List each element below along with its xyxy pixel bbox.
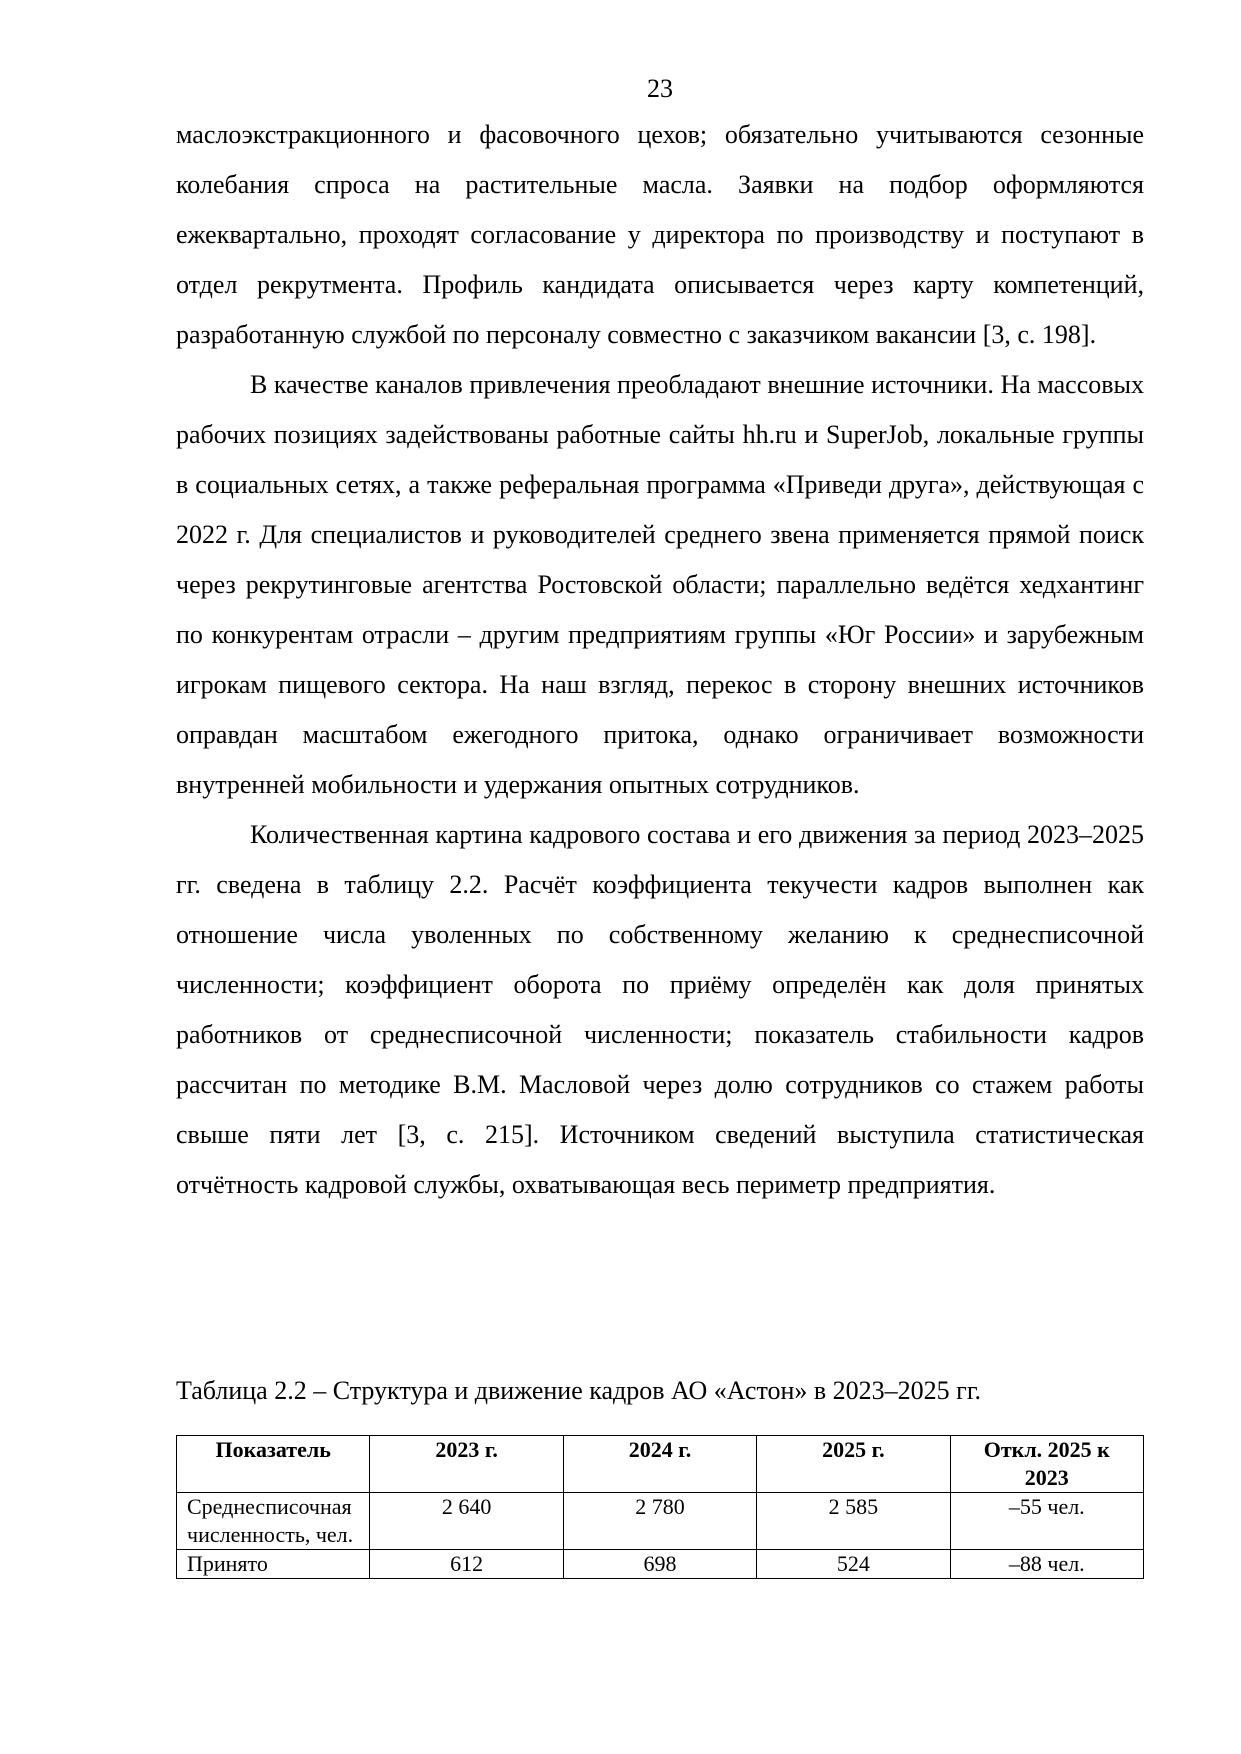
cell-deviation: –88 чел. <box>950 1550 1143 1579</box>
cell-2023: 2 640 <box>370 1493 563 1550</box>
table-header-row <box>177 1436 1144 1493</box>
cell-2024: 698 <box>563 1550 756 1579</box>
row-label: Принято <box>177 1550 370 1579</box>
body-text <box>176 110 1144 1210</box>
table-row <box>177 1493 1144 1550</box>
header-2024: 2024 г. <box>563 1436 756 1493</box>
paragraph-1: маслоэкстракционного и фасовочного цехов; обязательно учитываются сезонные колебания спроса на растительные масла. Заявки на подбор оформляются ежеквартально, проходят согласование у директора по производству и поступают в отдел рекрутмента. Профиль кандидата описывается через карту компетенций, разработанную службой по персоналу совместно с заказчиком вакансии [3, с. 198]. <box>176 120 1144 349</box>
header-deviation: Откл. 2025 к 2023 <box>950 1436 1143 1493</box>
table-row <box>177 1550 1144 1579</box>
cell-2025: 2 585 <box>757 1493 950 1550</box>
header-indicator: Показатель <box>177 1436 370 1493</box>
page-number: 23 <box>647 74 673 103</box>
cell-deviation: –55 чел. <box>950 1493 1143 1550</box>
cell-2024: 2 780 <box>563 1493 756 1550</box>
staff-movement-table <box>176 1435 1144 1579</box>
paragraph-3: Количественная картина кадрового состава и его движения за период 2023–2025 гг. сведена в таблицу 2.2. Расчёт коэффициента текучести кадров выполнен как отношение числа уволенных по собственному желанию к среднесписочной численности; коэффициент оборота по приёму определён как доля принятых работников от среднесписочной численности; показатель стабильности кадров рассчитан по методике В.М. Масловой через долю сотрудников со стажем работы свыше пяти лет [3, с. 215]. Источником сведений выступила статистическая отчётность кадровой службы, охватывающая весь периметр предприятия. <box>176 820 1144 1199</box>
paragraph-2: В качестве каналов привлечения преобладают внешние источники. На массовых рабочих позициях задействованы работные сайты hh.ru и SuperJob, локальные группы в социальных сетях, а также реферальная программа «Приведи друга», действующая с 2022 г. Для специалистов и руководителей среднего звена применяется прямой поиск через рекрутинговые агентства Ростовской области; параллельно ведётся хедхантинг по конкурентам отрасли – другим предприятиям группы «Юг России» и зарубежным игрокам пищевого сектора. На наш взгляд, перекос в сторону внешних источников оправдан масштабом ежегодного притока, однако ограничивает возможности внутренней мобильности и удержания опытных сотрудников. <box>176 370 1144 799</box>
header-2025: 2025 г. <box>757 1436 950 1493</box>
header-2023: 2023 г. <box>370 1436 563 1493</box>
cell-2025: 524 <box>757 1550 950 1579</box>
table-caption: Таблица 2.2 – Структура и движение кадров АО «Астон» в 2023–2025 гг. <box>176 1376 982 1405</box>
row-label: Среднесписочная численность, чел. <box>177 1493 370 1550</box>
cell-2023: 612 <box>370 1550 563 1579</box>
